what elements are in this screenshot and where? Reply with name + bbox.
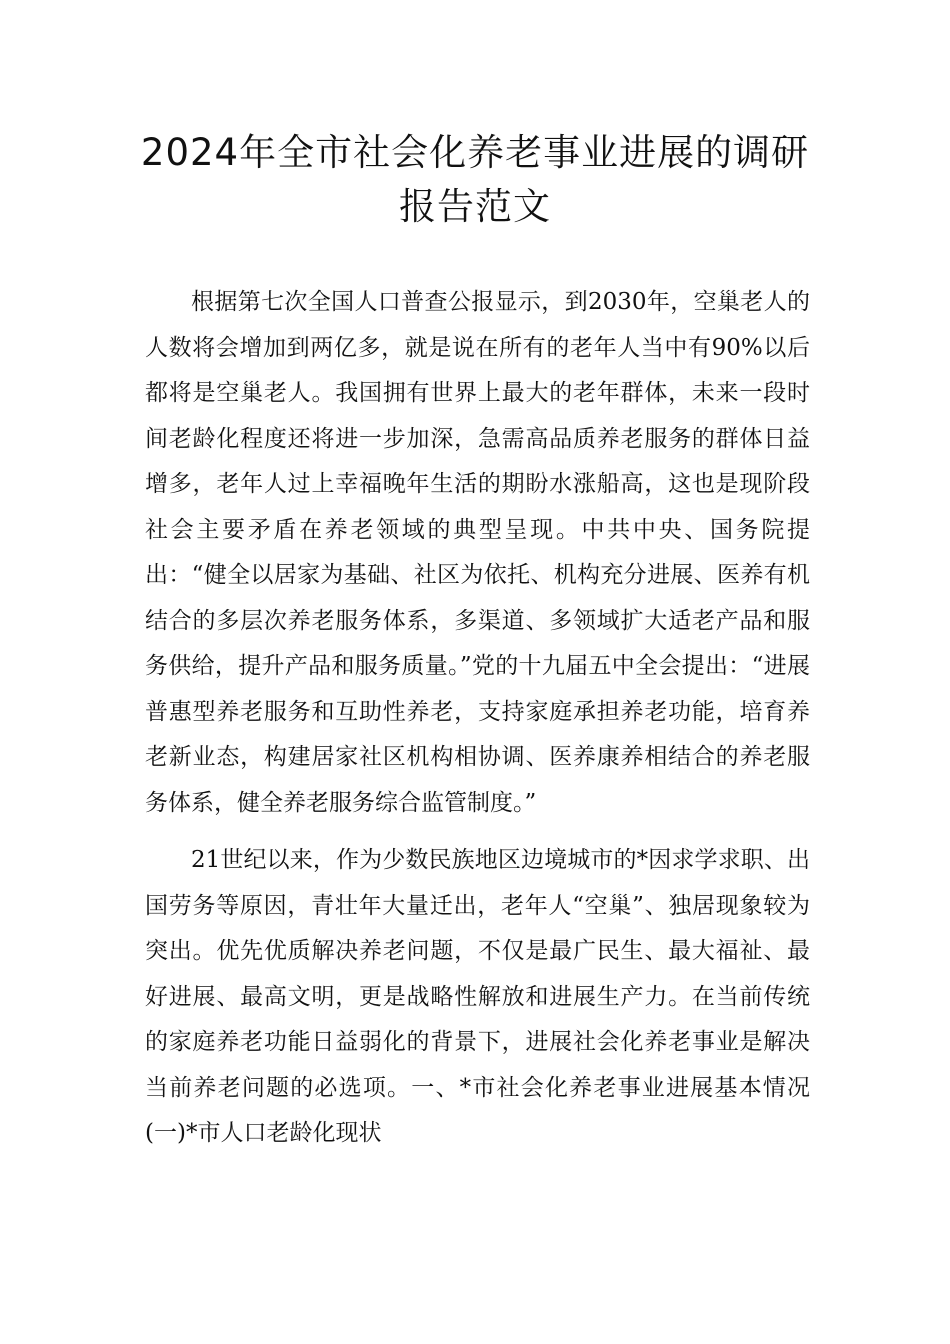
paragraph-1: 根据第七次全国人口普查公报显示，到2030年，空巢老人的人数将会增加到两亿多，就是说在所有的老年人当中有90%以后都将是空巢老人。我国拥有世界上最大的老年群体，未来一段时间老龄化程度还将进一步加深，急需高品质养老服务的群体日益增多，老年人过上幸福晚年生活的期盼水涨船高，这也是现阶段社会主要矛盾在养老领域的典型呈现。中共中央、国务院提出：“健全以居家为基础、社区为依托、机构充分进展、医养有机结合的多层次养老服务体系，多渠道、多领域扩大适老产品和服务供给，提升产品和服务质量。”党的十九届五中全会提出：“进展普惠型养老服务和互助性养老，支持家庭承担养老功能，培育养老新业态，构建居家社区机构相协调、医养康养相结合的养老服务体系，健全养老服务综合监管制度。” [145, 289, 810, 816]
title-line-1: 2024年全市社会化养老事业进展的调研 [140, 131, 810, 174]
document-body [145, 280, 856, 1169]
title-line-2: 报告范文 [399, 185, 551, 228]
document-title [100, 126, 850, 234]
paragraph-2: 21世纪以来，作为少数民族地区边境城市的*因求学求职、出国劳务等原因，青壮年大量迁出，老年人“空巢”、独居现象较为突出。优先优质解决养老问题，不仅是最广民生、最大福祉、最好进展、最高文明，更是战略性解放和进展生产力。在当前传统的家庭养老功能日益弱化的背景下，进展社会化养老事业是解决当前养老问题的必选项。一、*市社会化养老事业进展基本情况 (一)*市人口老龄化现状 [145, 847, 856, 1146]
